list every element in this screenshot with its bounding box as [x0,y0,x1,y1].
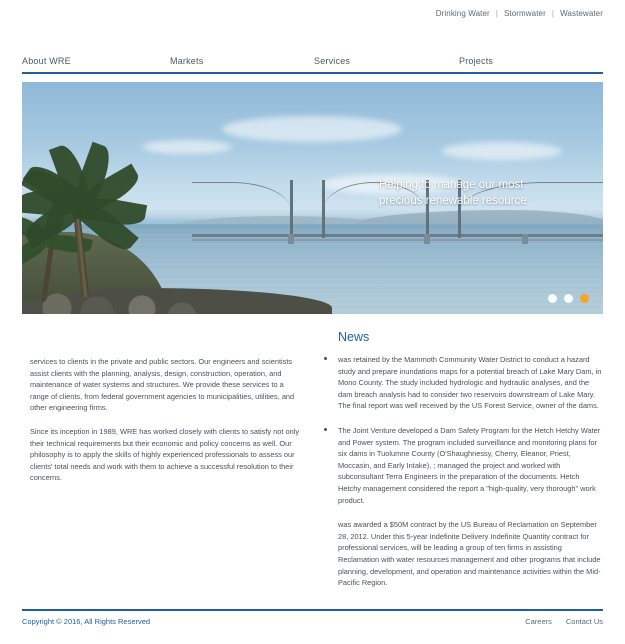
hero-bridge-tower [290,180,293,238]
hero-caption-line-1: Helping to manage our most [379,179,524,191]
hero-bridge-deck-shadow [192,239,603,241]
intro-paragraph-2: Since its inception in 1989, WRE has worked closely with clients to satisfy not only their technical requirements but their economic and policy concerns as well. Our philosophy is to apply the skills of highly experienced professionals to assess our clients' total needs and work with them to achieve a successful resolution to their concerns. [30,426,300,483]
hero-caption [379,177,589,209]
utility-nav-separator-2: | [551,9,555,18]
hero-dot-1[interactable] [548,294,557,303]
hero-cloud [442,142,562,160]
utility-nav-item-drinking-water[interactable]: Drinking Water [435,9,490,18]
news-item [318,354,603,412]
news-item [318,425,603,506]
intro-text-column [30,356,302,496]
hero-dot-3-active[interactable] [580,294,589,303]
utility-nav-separator-1: | [495,9,498,18]
nav-item-projects[interactable]: Projects [459,56,494,66]
footer [22,609,603,626]
utility-nav-item-wastewater[interactable]: Wastewater [560,9,603,18]
bullet-icon [324,357,327,360]
hero-rocks [22,278,262,314]
bullet-icon [324,428,327,431]
hero-cloud [222,116,402,142]
hero-bridge-tower [322,180,325,238]
footer-link-contact-us[interactable]: Contact Us [565,617,603,626]
hero-cloud [142,140,232,154]
news-item-text: was retained by the Mammoth Community Water District to conduct a hazard study and prepare inundations maps for a potential breach of Lake Mary Dam, in Mono County. The study included hydrologic and hydraulic analyses, and the dam breach analysis had to consider two reservoirs downstream of Lake Mary. The final report was well received by the US Forest Service, owner of the dams. [338,355,602,411]
utility-nav [436,9,603,18]
utility-nav-item-stormwater[interactable]: Stormwater [503,9,546,18]
hero-bridge-deck [192,234,603,237]
hero-slider[interactable] [22,82,603,314]
hero-pagination [548,294,589,303]
hero-caption-line-2: precious renewable resource [379,195,527,207]
hero-bridge-pier [288,234,294,244]
footer-links [525,617,603,626]
nav-item-markets[interactable]: Markets [170,56,204,66]
news-item-text: was awarded a $50M contract by the US Bureau of Reclamation on September 28, 2012. Under this 5-year Indefinite Delivery Indefinite Quantity contract for professional services, will be leading a group of ten firms in assisting Reclamation with water resources management and other programs that include planning, development, and operation and maintenance activities within the Mid-Pacific Region. [338,520,601,588]
nav-item-services[interactable]: Services [314,56,351,66]
hero-bridge-pier [424,234,430,244]
hero-bridge-pier [522,234,528,244]
news-heading: News [338,330,370,344]
hero-dot-2[interactable] [564,294,573,303]
news-item-text: The Joint Venture developed a Dam Safety Program for the Hetch Hetchy Water and Power system. The program included surveillance and monitoring plans for six dams in Tuolumne County (O'Shaughnessy, Cherry, Eleanor, Priest, Moccasin, and Early Intake), ; managed the project and worked with subconsultant Terra Engineers in the preparation of the documents. Hetch Hetchy management considered the report a "high-quality, very thorough" work product. [338,425,601,505]
bullet-icon [324,522,327,525]
news-list [318,354,603,589]
news-item [318,519,603,589]
footer-copyright: Copyright © 2016, All Rights Reserved [22,617,151,626]
main-nav [22,52,603,74]
news-column [318,330,603,602]
footer-link-careers[interactable]: Careers [525,617,552,626]
nav-item-about-wre[interactable]: About WRE [22,56,71,66]
intro-paragraph-1: services to clients in the private and public sectors. Our engineers and scientists assist clients with the planning, analysis, design, construction, operation, and maintenance of water systems and structures. We provide these services to a range of clients, from federal government agencies to municipalities, utilities, and other engineering firms. [30,357,295,413]
